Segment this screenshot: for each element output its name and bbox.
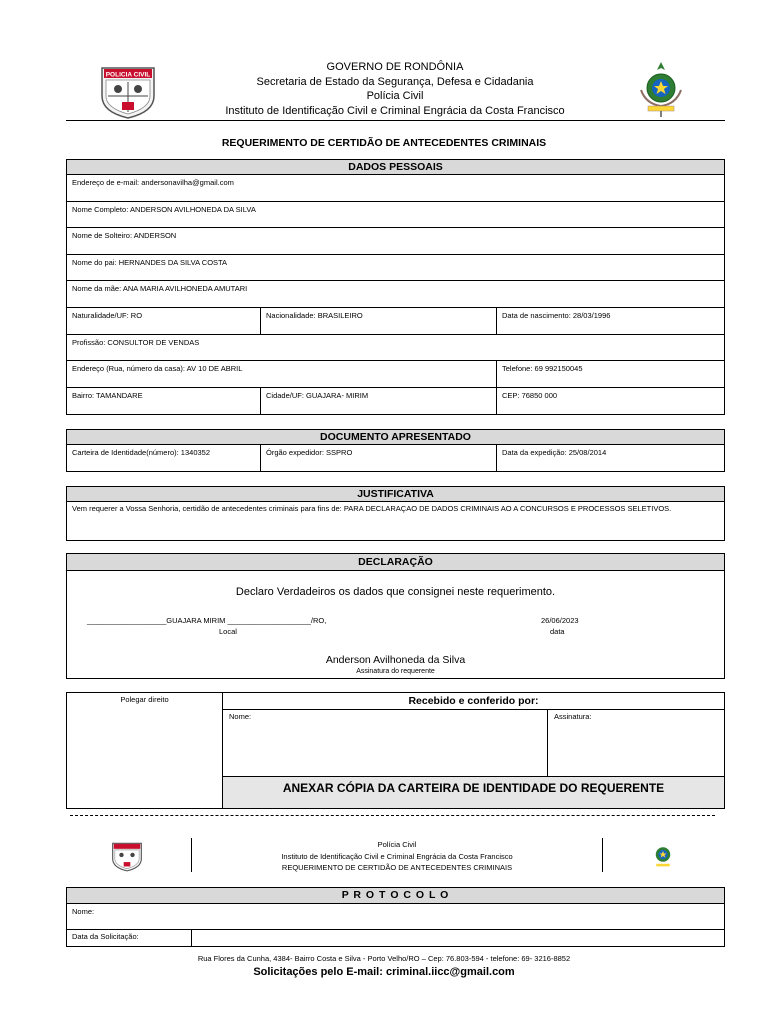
declaration-date[interactable]: 26/06/2023 [541,616,579,625]
endereco-row [67,361,724,388]
attach-id-notice: ANEXAR CÓPIA DA CARTEIRA DE IDENTIDADE DO REQUERENTE [223,776,724,808]
header-secretariat: Secretaria de Estado da Segurança, Defesa e Cidadania [256,75,534,88]
recebimento-section [66,692,725,809]
header-institute: Instituto de Identificação Civil e Criminal Engrácia da Costa Francisco [225,104,565,117]
protocolo-section [66,887,725,947]
issue-date-field[interactable]: Data da expedição: 25/08/2014 [496,445,724,471]
protocolo-date-row [67,930,724,946]
naturalidade-field[interactable]: Naturalidade/UF: RO [72,310,143,320]
footer-address: Rua Flores da Cunha, 4384- Bairro Costa e Silva - Porto Velho/RO – Cep: 76.803-594 - telefone: 69- 3216-8852 [197,954,571,963]
nacionalidade-field[interactable]: Nacionalidade: BRASILEIRO [260,308,496,334]
nome-completo-row [67,202,724,229]
dados-pessoais-section [66,159,725,415]
stub-police: Polícia Civil [377,840,417,849]
mother-name-field[interactable]: Nome da mãe: ANA MARIA AVILHONEDA AMUTARI [72,284,248,294]
city-field[interactable]: Cidade/UF: GUAJARA- MIRIM [260,388,496,415]
date-label: data [550,627,565,636]
naturalidade-row [67,308,724,335]
cut-line [70,815,715,816]
cep-field[interactable]: CEP: 76850 000 [496,388,724,415]
declaracao-section [66,553,725,679]
signature-name: Anderson Avilhoneda da Silva [325,654,466,666]
profession-field[interactable]: Profissão: CONSULTOR DE VENDAS [72,337,200,347]
documento-section [66,429,725,472]
stub-institute: Instituto de Identificação Civil e Criminal Engrácia da Costa Francisco [281,851,513,861]
form-title: REQUERIMENTO DE CERTIDÃO DE ANTECEDENTES CRIMINAIS [221,137,547,149]
declaracao-statement: Declaro Verdadeiros os dados que consignei neste requerimento. [235,586,556,598]
birth-date-field[interactable]: Data de nascimento: 28/03/1996 [496,308,724,334]
protocolo-name-row [67,904,724,930]
header-police: Polícia Civil [366,90,424,102]
stub-divider-right [602,838,603,872]
received-divider [547,710,548,776]
nome-mae-row [67,281,724,308]
email-row [67,175,724,202]
documento-row [67,445,724,471]
received-signature-field[interactable]: Assinatura: [554,712,592,721]
state-crest-logo [636,60,686,118]
stub-title: REQUERIMENTO DE CERTIDÃO DE ANTECEDENTES CRIMINAIS [281,863,513,872]
local-line[interactable]: ___________________GUAJARA MIRIM ____________________/RO, [87,616,327,625]
issuing-body-field[interactable]: Órgão expedidor: SSPRO [260,445,496,471]
header-text-block [150,60,640,118]
police-badge-logo-small [110,840,144,872]
protocolo-date-label: Data da Solicitação: [72,932,139,941]
badge-text: POLICIA CIVIL [105,71,151,79]
nome-pai-row [67,255,724,282]
address-field[interactable]: Endereço (Rua, número da casa): AV 10 DE ABRIL [72,364,243,374]
footer-email[interactable]: Solicitações pelo E-mail: criminal.iicc@gmail.com [253,966,515,978]
phone-field[interactable]: Telefone: 69 992150045 [496,361,724,387]
nome-solteiro-row [67,228,724,255]
recebido-heading: Recebido e conferido por: [223,693,724,710]
father-name-field[interactable]: Nome do pai: HERNANDES DA SILVA COSTA [72,257,228,267]
neighborhood-field[interactable]: Bairro: TAMANDARE [72,390,143,400]
maiden-name-field[interactable]: Nome de Solteiro: ANDERSON [72,231,177,241]
received-name-field[interactable]: Nome: [229,712,252,721]
header-divider [66,120,725,121]
full-name-field[interactable]: Nome Completo: ANDERSON AVILHONEDA DA SILVA [72,204,256,214]
declaracao-heading: DECLARAÇÃO [67,554,724,571]
justificativa-section [66,486,725,541]
signature-label: Assinatura do requerente [356,668,435,675]
state-crest-logo-small [650,840,676,870]
stub-header-text [192,839,602,874]
justificativa-text[interactable]: Vem requerer a Vossa Senhoria, certidão de antecedentes criminais para fins de: PARA DECLARAÇAO DE DADOS CRIMINAIS AO A CONCURSOS E PROCESSOS SELETIVOS. [72,504,672,513]
header-government: GOVERNO DE RONDÔNIA [326,61,464,73]
protocolo-date-field[interactable] [191,930,724,946]
justificativa-heading: JUSTIFICATIVA [67,487,724,502]
documento-heading: DOCUMENTO APRESENTADO [67,430,724,445]
bairro-row [67,388,724,415]
profissao-row [67,335,724,362]
protocolo-name-field[interactable]: Nome: [72,907,95,916]
local-label: Local [219,627,237,636]
protocolo-heading: P R O T O C O L O [67,888,724,904]
email-field[interactable]: Endereço de e-mail: andersonavilha@gmail.com [72,178,234,187]
thumbprint-label: Polegar direito [120,695,169,704]
police-badge-logo [98,62,158,120]
id-number-field[interactable]: Carteira de Identidade(número): 1340352 [72,448,211,457]
dados-pessoais-heading: DADOS PESSOAIS [67,160,724,175]
